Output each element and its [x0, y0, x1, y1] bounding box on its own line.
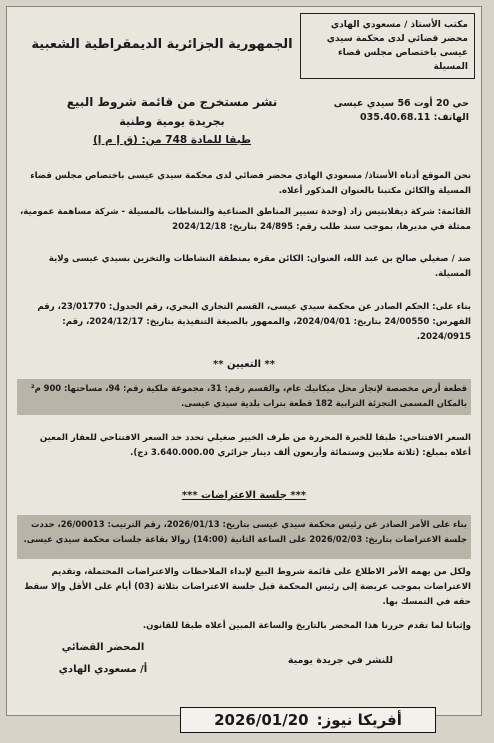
intro-paragraph: نحن الموقع أدناه الأستاذ/ مسعودي الهادي محضر قضائي لدى محكمة سيدي عيسى باختصاص مجلس قضاء المسيلة والكائن مكتبنا بالعنوان المذكور أعلاه.	[30, 171, 471, 196]
signature-block	[23, 637, 183, 681]
office-address	[309, 97, 469, 125]
respondent-paragraph: ضد / صغيلي صالح بن عبد الله، العنوان: الكائن مقره بمنطقة النشاطات والتخزين بسيدي عيسى ولاية المسيلة.	[48, 254, 471, 279]
republic-heading: الجمهورية الجزائرية الديمقراطية الشعبية	[31, 37, 293, 52]
basis-paragraph: بناء على: الحكم الصادر عن محكمة سيدي عيسى، القسم التجاري البحري، رقم الجدول: 23/01770، رقم الفهرس: 24/00550 بتاريخ: 2024/04/01، والممهور بالصيغة التنفيذية بتاريخ: 2024/12/17، رقم: 2024/0915.	[37, 302, 471, 342]
phone-line: الهاتف: 035.40.68.11	[360, 112, 469, 123]
price-paragraph: السعر الافتتاحي: طبقا للخبرة المحررة من طرف الخبير صغيلي تحدد حد السعر الافتتاحي للعقار المعين أعلاه بمبلغ: (ثلاثة ملايين وستمائة وأربعون ألف دينار جزائري 3.640.000.00 دج).	[39, 433, 471, 458]
newspaper-footer	[180, 707, 436, 733]
objections-notice: ولكل من يهمه الأمر الاطلاع على قائمة شروط البيع لإبداء الملاحظات والاعتراضات المحتملة، وتقديم الاعتراضات بموجب عريضة إلى رئيس المحكمة قبل جلسة الاعتراضات بثلاثة (03) أيام على الأقل وإلا سقط حقه في التمسك بها.	[24, 567, 471, 607]
legal-notice-page	[6, 6, 482, 716]
newspaper-name: أفريكا نيوز:	[316, 711, 402, 729]
signature-name: أ/ مسعودي الهادي	[58, 664, 148, 675]
office-line-3: عيسى باختصاص مجلس قضاء المسيلة	[338, 48, 468, 72]
objections-heading: *** جلسة الاعتراضات ***	[181, 490, 307, 501]
notice-title: نشر مستخرج من قائمة شروط البيع	[66, 95, 278, 109]
publication-date: 2026/01/20	[214, 711, 309, 729]
office-line-2: محضر قضائي لدى محكمة سيدي	[326, 34, 468, 44]
office-line-1: مكتب الأستاذ / مسعودي الهادي	[330, 20, 468, 30]
closing-statement: وإثباتا لما تقدم حررنا هذا المحضر بالتاريخ والساعة المبين أعلاه طبقا للقانون.	[142, 621, 471, 631]
notice-subtitle: بجريدة يومية وطنية	[119, 115, 225, 128]
publish-note: للنشر في جريدة يومية	[287, 655, 393, 666]
designation-heading: ** التعيين **	[213, 359, 275, 370]
signature-role: المحضر القضائي	[61, 642, 145, 653]
applicant-paragraph: القائمة: شركة ديفلابتيس زاد (وحدة تسيير المناطق الصناعية والنشاطات بالمسيلة - شركة مساهمة عمومية، ممثلة في مديرها، بموجب سند طلب رقم: 24/895 بتاريخ: 2024/12/18	[20, 207, 471, 232]
legal-article: طبقا للمادة 748 من: (ق إ م إ)	[92, 134, 252, 146]
designation-text: قطعة أرض مخصصة لإنجاز محل ميكانيك عام، والقسم رقم: 31، مجموعة ملكية رقم: 94، مساحتها: 900 م² بالمكان المسمى التجزئة الترابية 182 قطعة بتراب بلدية سيدي عيسى.	[17, 379, 471, 415]
objections-session-text: بناء على الأمر الصادر عن رئيس محكمة سيدي عيسى بتاريخ: 2026/01/13، رقم الترتيب: 26/00013، حددت جلسة الاعتراضات بتاريخ: 2026/02/03 على الساعة الثانية (14:00) زوالا بقاعة جلسات محكمة سيدي عيسى.	[17, 515, 471, 559]
address-line: حي 20 أوت 56 سيدي عيسى	[333, 98, 469, 109]
bailiff-office-box	[300, 13, 475, 79]
